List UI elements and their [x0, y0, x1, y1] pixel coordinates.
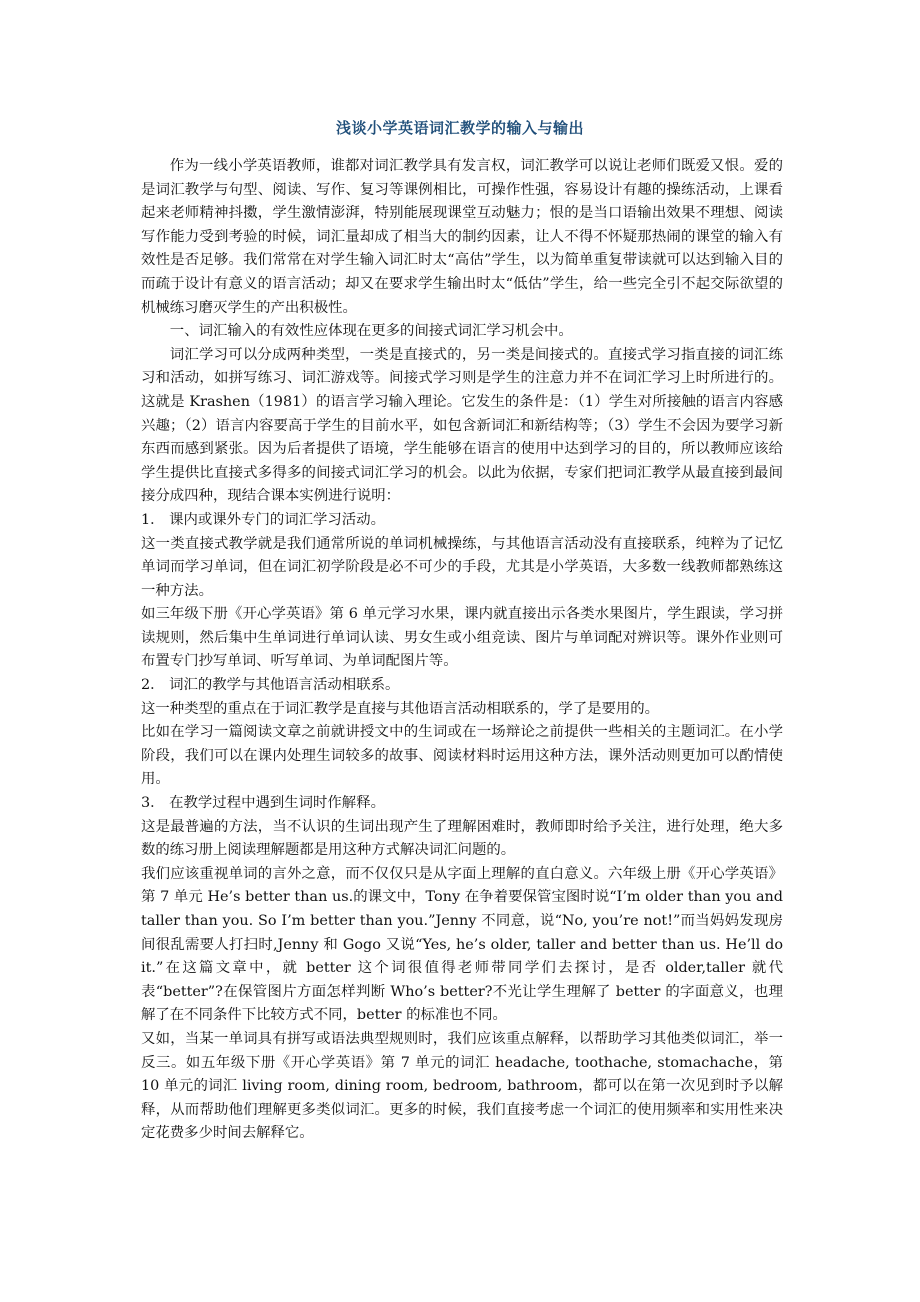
section-heading: 一、词汇输入的有效性应体现在更多的间接式词汇学习机会中。 [169, 323, 573, 340]
list-item-2-desc: 这一种类型的重点在于词汇教学是直接与其他语言活动相联系的，学了是要用的。 [141, 700, 660, 717]
list-item-3-example-1: 我们应该重视单词的言外之意，而不仅仅只是从字面上理解的直白意义。六年级上册《开心学英语》第 7 单元 He’s better than us.的课文中，Tony 在争着要保管宝图时说“I’m older than you and taller than you. So I’m better than you.”Jenny 不同意，说“No, you’re not!”而当妈妈发现房间很乱需要人打扫时,Jenny 和 Gogo 又说“Yes, he’s older, taller and better than us. He’ll do it.”在这篇文章中，就 better 这个词很值得老师带同学们去探讨，是否 older,taller 就代表“better”?在保管图片方面怎样判断 Who’s better?不光让学生理解了 better 的字面意义，也理解了在不同条件下比较方式不同，better 的标准也不同。 [141, 865, 783, 1024]
list-item-2: 2． 词汇的教学与其他语言活动相联系。 [141, 677, 400, 694]
intro-paragraph: 作为一线小学英语教师，谁都对词汇教学具有发言权，词汇教学可以说让老师们既爱又恨。爱的是词汇教学与句型、阅读、写作、复习等课例相比，可操作性强，容易设计有趣的操练活动，上课看起来老师精神抖擞，学生激情澎湃，特别能展现课堂互动魅力；恨的是当口语输出效果不理想、阅读写作能力受到考验的时候，词汇量却成了相当大的制约因素，让人不得不怀疑那热闹的课堂的输入有效性是否足够。我们常常在对学生输入词汇时太“高估”学生，以为简单重复带读就可以达到输入目的而疏于设计有意义的语言活动；却又在要求学生输出时太“低估”学生，给一些完全引不起交际欲望的机械练习磨灭学生的产出积极性。 [141, 158, 783, 316]
list-item-3-desc: 这是最普遍的方法，当不认识的生词出现产生了理解困难时，教师即时给予关注，进行处理，绝大多数的练习册上阅读理解题都是用这种方式解决词汇问题的。 [141, 818, 783, 859]
list-item-1: 1． 课内或课外专门的词汇学习活动。 [141, 511, 385, 528]
list-item-2-example: 比如在学习一篇阅读文章之前就讲授文中的生词或在一场辩论之前提供一些相关的主题词汇。在小学阶段，我们可以在课内处理生词较多的故事、阅读材料时运用这种方法，课外活动则更加可以酌情使用。 [141, 724, 783, 788]
list-item-1-desc: 这一类直接式教学就是我们通常所说的单词机械操练，与其他语言活动没有直接联系，纯粹为了记忆单词而学习单词，但在词汇初学阶段是必不可少的手段，尤其是小学英语，大多数一线教师都熟练这一种方法。 [141, 535, 783, 599]
list-item-3: 3． 在教学过程中遇到生词时作解释。 [141, 795, 385, 812]
document-title: 浅谈小学英语词汇教学的输入与输出 [335, 119, 584, 137]
list-item-3-example-2: 又如，当某一单词具有拼写或语法典型规则时，我们应该重点解释，以帮助学习其他类似词汇，举一反三。如五年级下册《开心学英语》第 7 单元的词汇 headache, toothache, stomachache，第 10 单元的词汇 living room, dining room, bedroom, bathroom，都可以在第一次见到时予以解释，从而帮助他们理解更多类似词汇。更多的时候，我们直接考虑一个词汇的使用频率和实用性来决定花费多少时间去解释它。 [141, 1030, 783, 1142]
theory-paragraph: 词汇学习可以分成两种类型，一类是直接式的，另一类是间接式的。直接式学习指直接的词汇练习和活动，如拼写练习、词汇游戏等。间接式学习则是学生的注意力并不在词汇学习上时所进行的。这就是 Krashen（1981）的语言学习输入理论。它发生的条件是：（1）学生对所接触的语言内容感兴趣；（2）语言内容要高于学生的目前水平，如包含新词汇和新结构等；（3）学生不会因为要学习新东西而感到紧张。因为后者提供了语境，学生能够在语言的使用中达到学习的目的，所以教师应该给学生提供比直接式多得多的间接式词汇学习的机会。以此为依据，专家们把词汇教学从最直接到最间接分成四种，现结合课本实例进行说明： [141, 346, 783, 505]
document-body [141, 155, 783, 1146]
list-item-1-example: 如三年级下册《开心学英语》第 6 单元学习水果，课内就直接出示各类水果图片，学生跟读，学习拼读规则，然后集中生单词进行单词认读、男女生或小组竞读、图片与单词配对辨识等。课外作业则可布置专门抄写单词、听写单词、为单词配图片等。 [141, 606, 783, 670]
